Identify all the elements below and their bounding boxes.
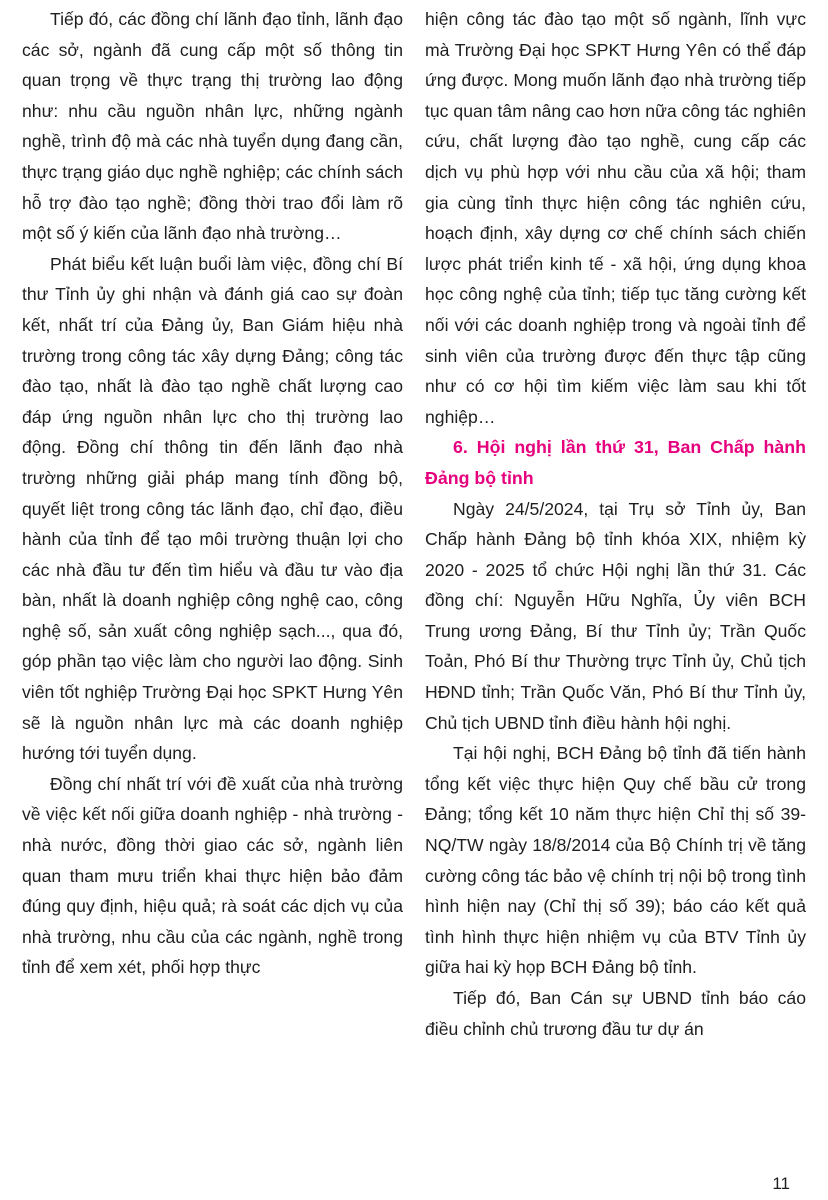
body-paragraph: Ngày 24/5/2024, tại Trụ sở Tỉnh ủy, Ban Chấp hành Đảng bộ tỉnh khóa XIX, nhiệm kỳ 2020 - 2025 tổ chức Hội nghị lần thứ 31. Các đồng chí: Nguyễn Hữu Nghĩa, Ủy viên BCH Trung ương Đảng, Bí thư Tỉnh ủy; Trần Quốc Toản, Phó Bí thư Thường trực Tỉnh ủy, Chủ tịch HĐND tỉnh; Trần Quốc Văn, Phó Bí thư Tỉnh ủy, Chủ tịch UBND tỉnh điều hành hội nghị. — [425, 498, 806, 733]
page-number: 11 — [772, 1174, 790, 1193]
body-paragraph: Phát biểu kết luận buổi làm việc, đồng chí Bí thư Tỉnh ủy ghi nhận và đánh giá cao sự đoàn kết, nhất trí của Đảng ủy, Ban Giám hiệu nhà trường trong công tác xây dựng Đảng; công tác đào tạo, nhất là đào tạo nghề chất lượng cao đáp ứng nguồn nhân lực cho thị trường lao động. Đồng chí thông tin đến lãnh đạo nhà trường những giải pháp mang tính đồng bộ, quyết liệt trong công tác lãnh đạo, chỉ đạo, điều hành của tỉnh để tạo môi trường thuận lợi cho các nhà đầu tư đến tìm hiểu và đầu tư vào địa bàn, nhất là doanh nghiệp công nghệ cao, công nghệ số, sản xuất công nghiệp sạch..., qua đó, góp phần tạo việc làm cho người lao động. Sinh viên tốt nghiệp Trường Đại học SPKT Hưng Yên sẽ là nguồn nhân lực mà các doanh nghiệp hướng tới tuyển dụng. — [22, 253, 403, 764]
right-column — [425, 4, 806, 1164]
body-paragraph: Tại hội nghị, BCH Đảng bộ tỉnh đã tiến hành tổng kết việc thực hiện Quy chế bầu cử trong Đảng; tổng kết 10 năm thực hiện Chỉ thị số 39-NQ/TW ngày 18/8/2014 của Bộ Chính trị về tăng cường công tác bảo vệ chính trị nội bộ trong tình hình hiện nay (Chỉ thị số 39); báo cáo kết quả tình hình thực hiện nhiệm vụ của BTV Tỉnh ủy giữa hai kỳ họp BCH Đảng bộ tỉnh. — [425, 743, 806, 978]
body-paragraph: Tiếp đó, Ban Cán sự UBND tỉnh báo cáo điều chỉnh chủ trương đầu tư dự án — [425, 988, 806, 1039]
document-page — [22, 4, 806, 1164]
body-paragraph: Tiếp đó, các đồng chí lãnh đạo tỉnh, lãnh đạo các sở, ngành đã cung cấp một số thông tin quan trọng về thực trạng thị trường lao động như: nhu cầu nguồn nhân lực, những ngành nghề, trình độ mà các nhà tuyển dụng đang cần, thực trạng giáo dục nghề nghiệp; các chính sách hỗ trợ đào tạo nghề; đồng thời trao đổi làm rõ một số ý kiến của lãnh đạo nhà trường… — [22, 9, 403, 244]
body-paragraph: Đồng chí nhất trí với đề xuất của nhà trường về việc kết nối giữa doanh nghiệp - nhà trường - nhà nước, đồng thời giao các sở, ngành liên quan tham mưu triển khai thực hiện bảo đảm đúng quy định, hiệu quả; rà soát các dịch vụ của nhà trường, nhu cầu của các ngành, nghề trong tỉnh để xem xét, phối hợp thực — [22, 773, 403, 978]
section-heading: 6. Hội nghị lần thứ 31, Ban Chấp hành Đảng bộ tỉnh — [425, 437, 806, 488]
continued-paragraph: hiện công tác đào tạo một số ngành, lĩnh vực mà Trường Đại học SPKT Hưng Yên có thể đáp ứng được. Mong muốn lãnh đạo nhà trường tiếp tục quan tâm nâng cao hơn nữa công tác nghiên cứu, chất lượng đào tạo nghề, cung cấp các dịch vụ phù hợp với nhu cầu của xã hội; tham gia cùng tỉnh thực hiện công tác nghiên cứu, hoạch định, xây dựng cơ chế chính sách chiến lược phát triển kinh tế - xã hội, ứng dụng khoa học công nghệ của tỉnh; tiếp tục tăng cường kết nối với các doanh nghiệp trong và ngoài tỉnh để sinh viên của trường được đến thực tập cũng như có cơ hội tìm kiếm việc làm sau khi tốt nghiệp… — [425, 9, 806, 427]
left-column — [22, 4, 403, 1164]
